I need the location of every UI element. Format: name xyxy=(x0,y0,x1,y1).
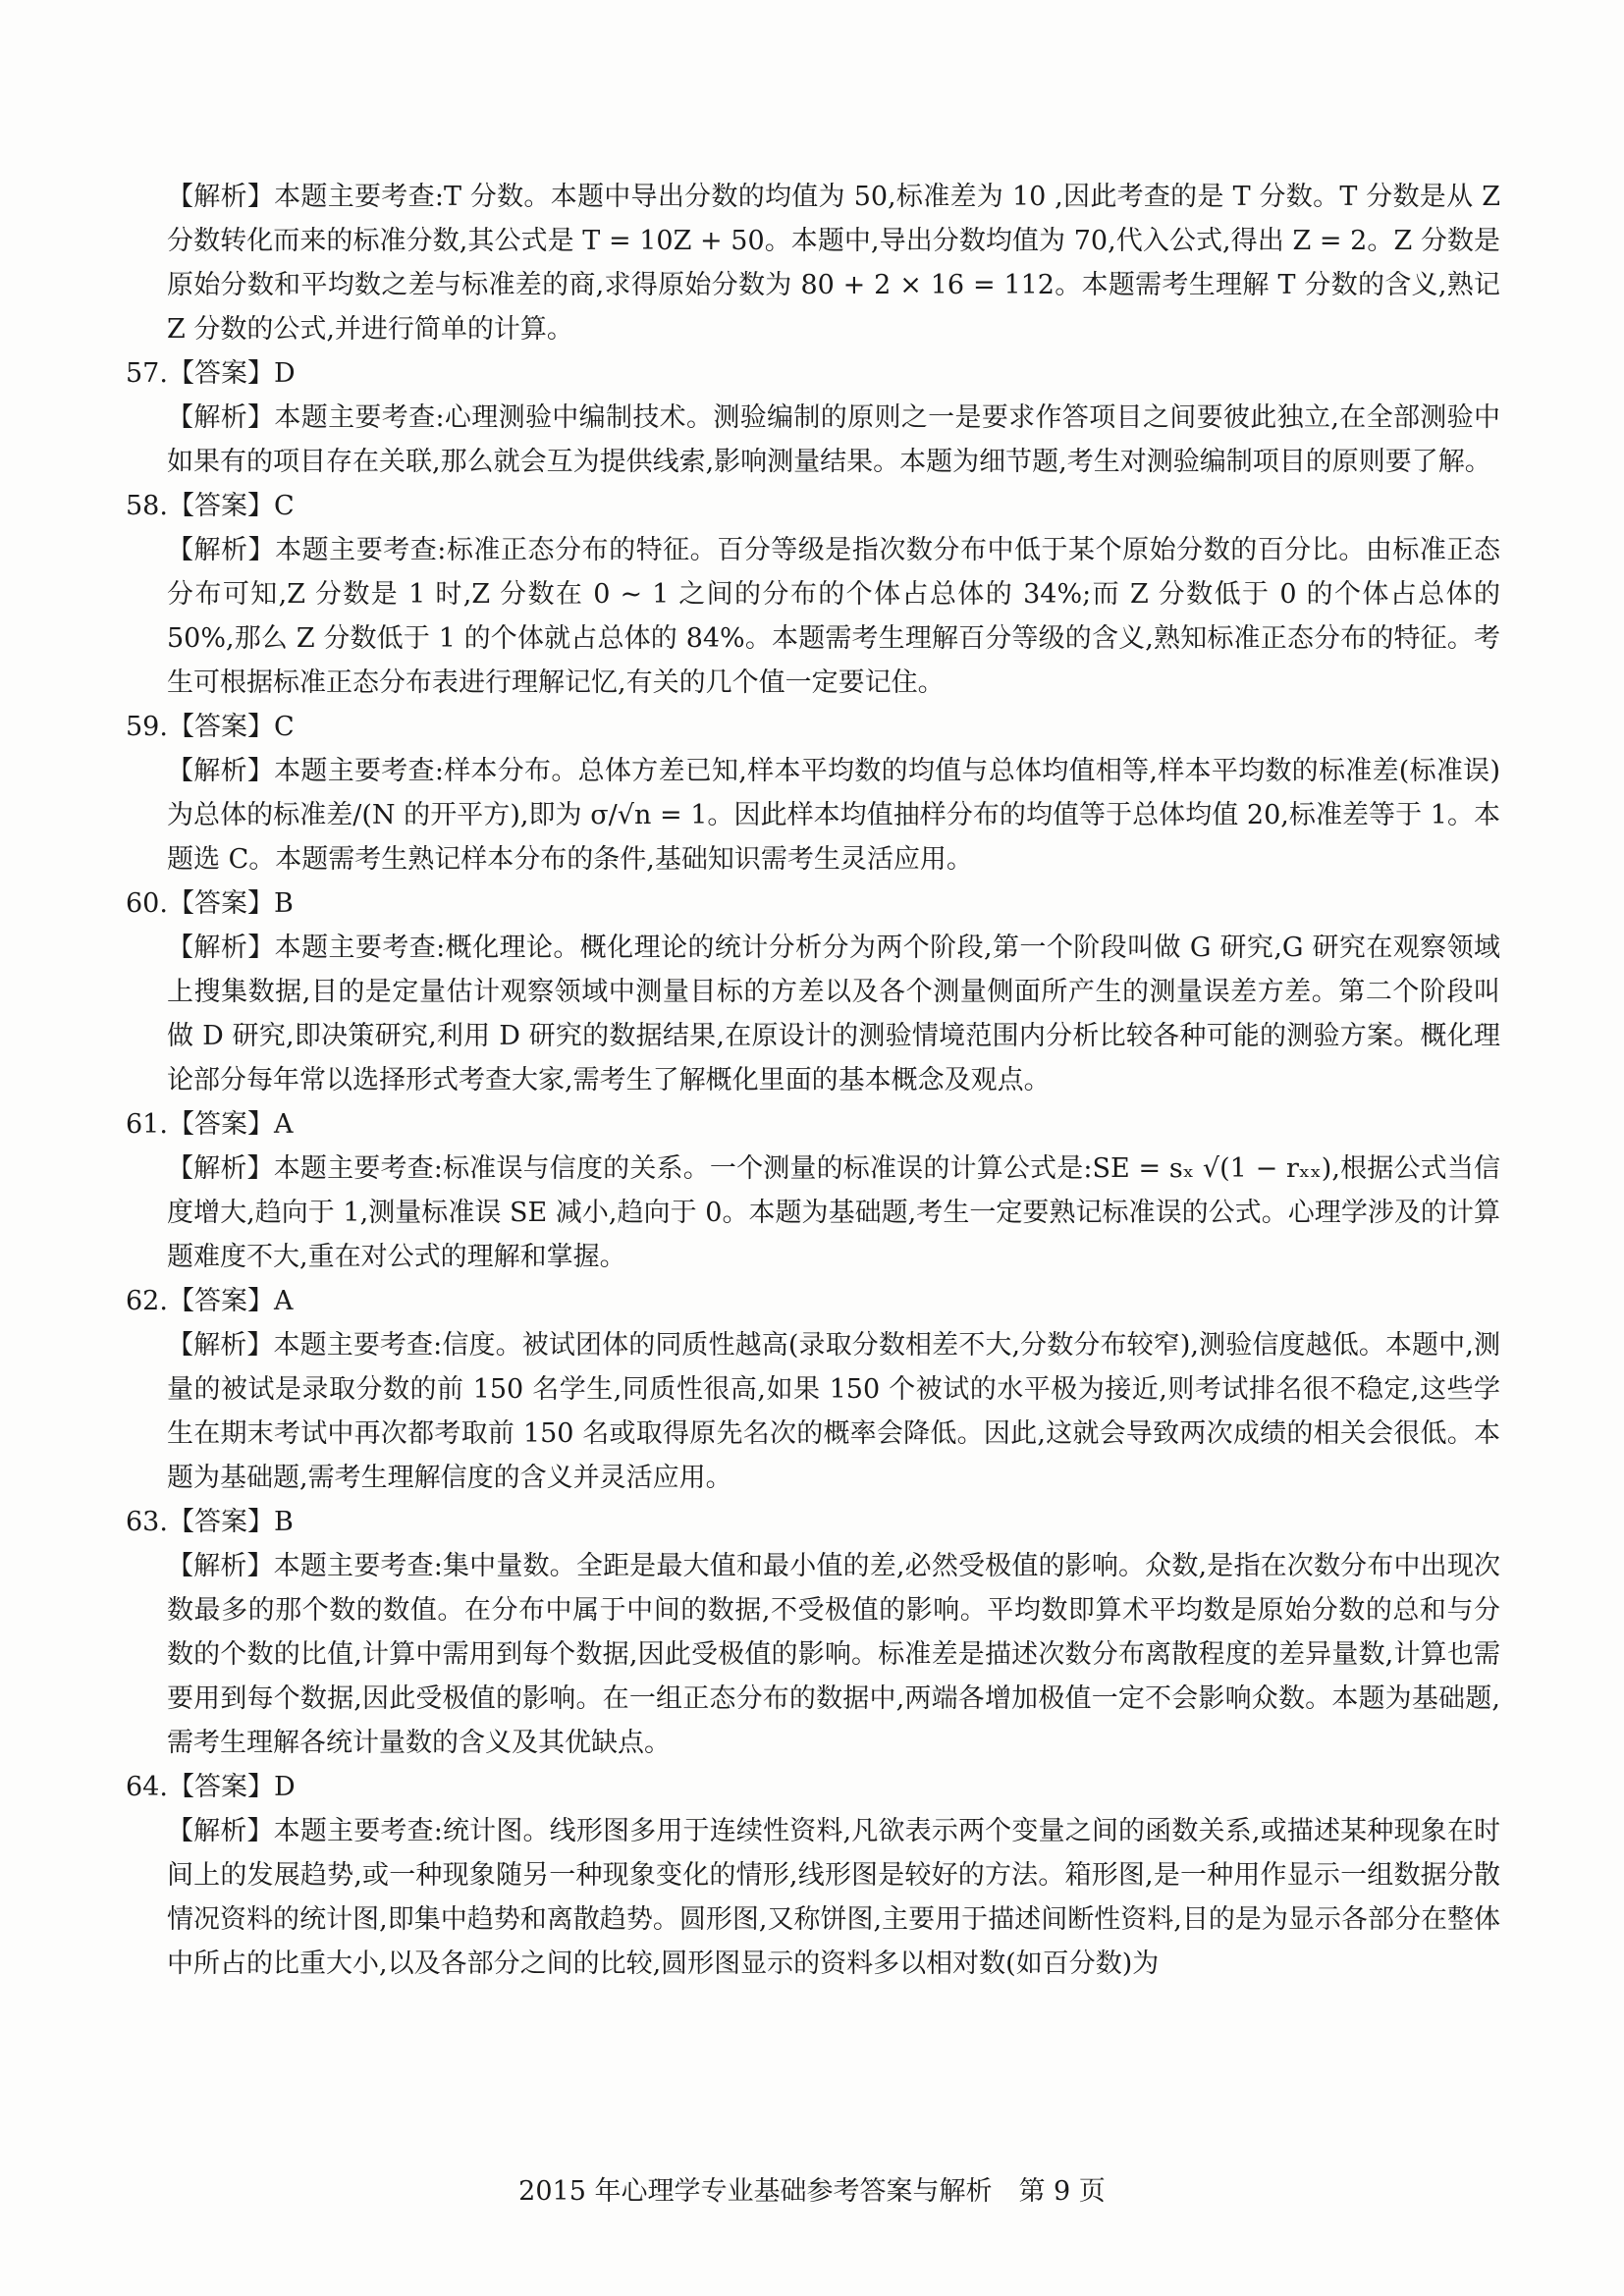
answer-label: 58.【答案】C xyxy=(126,491,295,521)
answer-label: 63.【答案】B xyxy=(126,1507,294,1537)
answer-analysis-body xyxy=(126,175,1500,1986)
question-60 xyxy=(126,881,1500,1102)
question-58 xyxy=(126,484,1500,705)
question-61 xyxy=(126,1102,1500,1279)
answer-label: 59.【答案】C xyxy=(126,712,295,742)
analysis-text: 【解析】本题主要考查:统计图。线形图多用于连续性资料,凡欲表示两个变量之间的函数关系,或描述某种现象在时间上的发展趋势,或一种现象随另一种现象变化的情形,线形图是较好的方法。箱形图,是一种用作显示一组数据分散情况资料的统计图,即集中趋势和离散趋势。圆形图,又称饼图,主要用于描述间断性资料,目的是为显示各部分在整体中所占的比重大小,以及各部分之间的比较,圆形图显示的资料多以相对数(如百分数)为 xyxy=(167,1816,1500,1979)
answer-label: 60.【答案】B xyxy=(126,888,294,919)
analysis-text: 【解析】本题主要考查:概化理论。概化理论的统计分析分为两个阶段,第一个阶段叫做 G 研究,G 研究在观察领域上搜集数据,目的是定量估计观察领域中测量目标的方差以及各个测量侧面所产生的测量误差方差。第二个阶段叫做 D 研究,即决策研究,利用 D 研究的数据结果,在原设计的测验情境范围内分析比较各种可能的测验方案。概化理论部分每年常以选择形式考查大家,需考生了解概化里面的基本概念及观点。 xyxy=(167,933,1500,1095)
question-64 xyxy=(126,1765,1500,1986)
question-59 xyxy=(126,705,1500,881)
analysis-text: 【解析】本题主要考查:标准正态分布的特征。百分等级是指次数分布中低于某个原始分数的百分比。由标准正态分布可知,Z 分数是 1 时,Z 分数在 0 ~ 1 之间的分布的个体占总体的 34%;而 Z 分数低于 0 的个体占总体的 50%,那么 Z 分数低于 1 的个体就占总体的 84%。本题需考生理解百分等级的含义,熟知标准正态分布的特征。考生可根据标准正态分布表进行理解记忆,有关的几个值一定要记住。 xyxy=(167,535,1500,698)
page-footer: 2015 年心理学专业基础参考答案与解析 第 9 页 xyxy=(518,2176,1106,2207)
analysis-text: 【解析】本题主要考查:心理测验中编制技术。测验编制的原则之一是要求作答项目之间要彼此独立,在全部测验中如果有的项目存在关联,那么就会互为提供线索,影响测量结果。本题为细节题,考生对测验编制项目的原则要了解。 xyxy=(167,402,1500,477)
analysis-text: 【解析】本题主要考查:集中量数。全距是最大值和最小值的差,必然受极值的影响。众数,是指在次数分布中出现次数最多的那个数的数值。在分布中属于中间的数据,不受极值的影响。平均数即算术平均数是原始分数的总和与分数的个数的比值,计算中需用到每个数据,因此受极值的影响。标准差是描述次数分布离散程度的差异量数,计算也需要用到每个数据,因此受极值的影响。在一组正态分布的数据中,两端各增加极值一定不会影响众数。本题为基础题,需考生理解各统计量数的含义及其优缺点。 xyxy=(167,1551,1500,1758)
question-62 xyxy=(126,1279,1500,1500)
analysis-text: 【解析】本题主要考查:标准误与信度的关系。一个测量的标准误的计算公式是:SE = sₓ √(1 − rₓₓ),根据公式当信度增大,趋向于 1,测量标准误 SE 减小,趋向于 0。本题为基础题,考生一定要熟记标准误的公式。心理学涉及的计算题难度不大,重在对公式的理解和掌握。 xyxy=(167,1153,1500,1272)
answer-label: 61.【答案】A xyxy=(126,1109,294,1140)
answer-label: 62.【答案】A xyxy=(126,1286,294,1316)
question-57 xyxy=(126,351,1500,484)
analysis-text: 【解析】本题主要考查:信度。被试团体的同质性越高(录取分数相差不大,分数分布较窄),测验信度越低。本题中,测量的被试是录取分数的前 150 名学生,同质性很高,如果 150 个被试的水平极为接近,则考试排名很不稳定,这些学生在期末考试中再次都考取前 150 名或取得原先名次的概率会降低。因此,这就会导致两次成绩的相关会很低。本题为基础题,需考生理解信度的含义并灵活应用。 xyxy=(167,1330,1500,1493)
intro-analysis: 【解析】本题主要考查:T 分数。本题中导出分数的均值为 50,标准差为 10 ,因此考查的是 T 分数。T 分数是从 Z 分数转化而来的标准分数,其公式是 T = 10Z + 50。本题中,导出分数均值为 70,代入公式,得出 Z = 2。Z 分数是原始分数和平均数之差与标准差的商,求得原始分数为 80 + 2 × 16 = 112。本题需考生理解 T 分数的含义,熟记 Z 分数的公式,并进行简单的计算。 xyxy=(167,182,1500,345)
answer-label: 57.【答案】D xyxy=(126,358,296,389)
question-63 xyxy=(126,1500,1500,1765)
answer-label: 64.【答案】D xyxy=(126,1772,296,1802)
analysis-text: 【解析】本题主要考查:样本分布。总体方差已知,样本平均数的均值与总体均值相等,样本平均数的标准差(标准误)为总体的标准差/(N 的开平方),即为 σ/√n = 1。因此样本均值抽样分布的均值等于总体均值 20,标准差等于 1。本题选 C。本题需考生熟记样本分布的条件,基础知识需考生灵活应用。 xyxy=(167,756,1500,875)
